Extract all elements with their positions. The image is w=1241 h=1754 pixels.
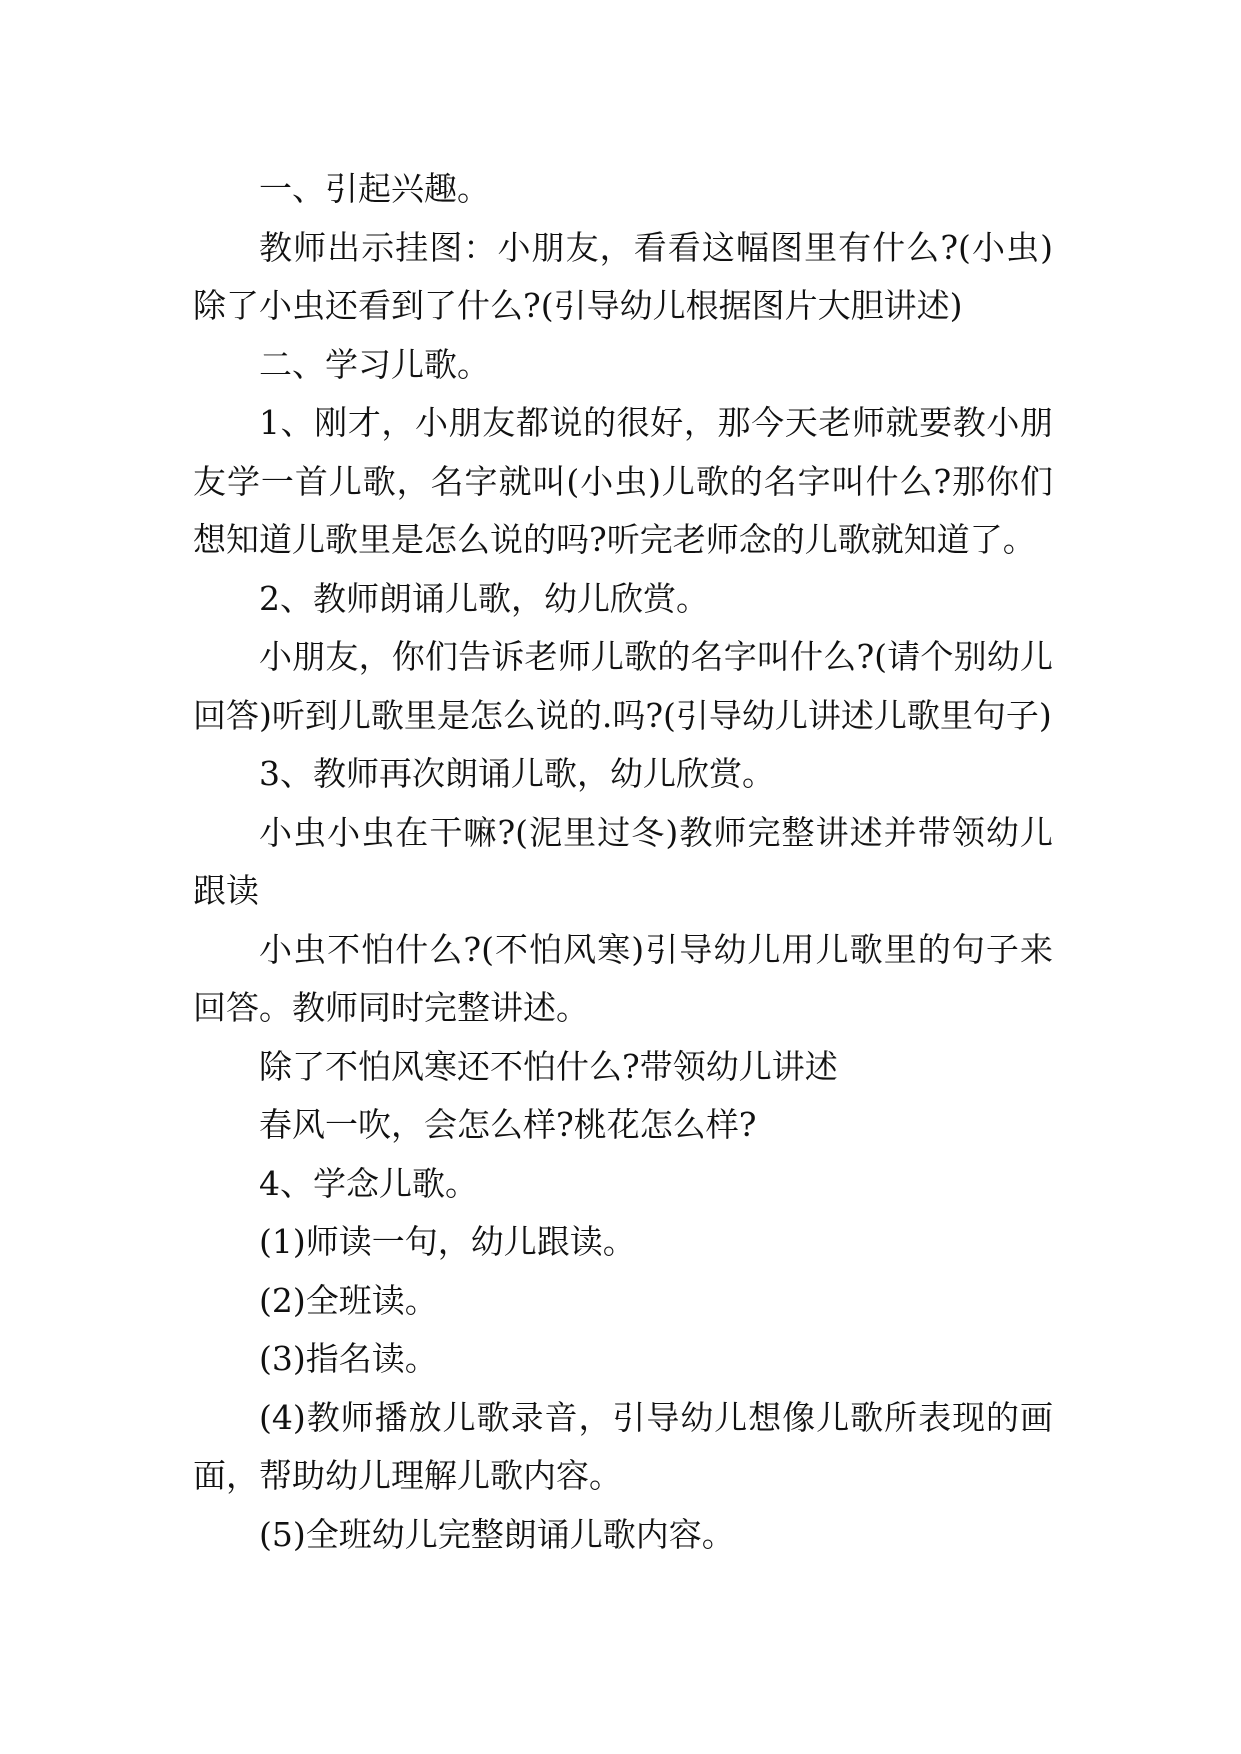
list-item-3: (3)指名读。 [259, 1339, 438, 1378]
paragraph-not-afraid: 小虫不怕什么?(不怕风寒)引导幼儿用儿歌里的句子来回答。教师同时完整讲述。 [193, 929, 1053, 1027]
paragraph-besides-cold: 除了不怕风寒还不怕什么?带领幼儿讲述 [259, 1046, 838, 1086]
paragraph-show-picture: 教师出示挂图：小朋友，看看这幅图里有什么?(小虫)除了小虫还看到了什么?(引导幼儿根据图片大胆讲述) [193, 227, 1053, 325]
section-heading-interest: 一、引起兴趣。 [259, 169, 490, 208]
paragraph-spring-wind: 春风一吹，会怎么样?桃花怎么样? [259, 1105, 757, 1144]
paragraph-what-doing: 小虫小虫在干嘛?(泥里过冬)教师完整讲述并带领幼儿跟读 [193, 812, 1053, 910]
list-item-4: (4)教师播放儿歌录音，引导幼儿想像儿歌所表现的画面，帮助幼儿理解儿歌内容。 [193, 1397, 1053, 1495]
section-heading-learn-song: 二、学习儿歌。 [259, 344, 490, 384]
paragraph-step-2: 2、教师朗诵儿歌，幼儿欣赏。 [259, 578, 709, 618]
list-item-2: (2)全班读。 [259, 1280, 438, 1320]
paragraph-step-4: 4、学念儿歌。 [259, 1163, 478, 1203]
list-item-5: (5)全班幼儿完整朗诵儿歌内容。 [259, 1514, 735, 1554]
paragraph-ask-name: 小朋友，你们告诉老师儿歌的名字叫什么?(请个别幼儿回答)听到儿歌里是怎么说的.吗?(引导幼儿讲述儿歌里句子) [193, 637, 1053, 735]
paragraph-step-3: 3、教师再次朗诵儿歌，幼儿欣赏。 [259, 754, 775, 793]
paragraph-step-1: 1、刚才，小朋友都说的很好，那今天老师就要教小朋友学一首儿歌，名字就叫(小虫)儿歌的名字叫什么?那你们想知道儿歌里是怎么说的吗?听完老师念的儿歌就知道了。 [193, 403, 1053, 559]
document-body [193, 160, 1053, 1564]
list-item-1: (1)师读一句，幼儿跟读。 [259, 1222, 636, 1261]
